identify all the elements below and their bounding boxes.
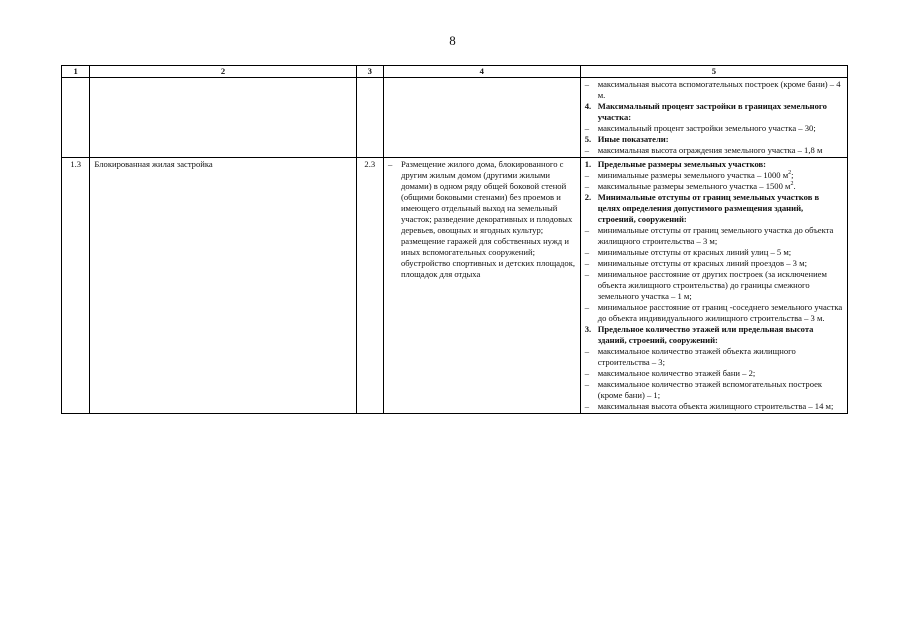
section-title: Предельное количество этажей или предельная высота зданий, строений, сооружений: xyxy=(597,324,814,345)
use-name: Блокированная жилая застройка xyxy=(90,158,356,414)
parameter-text xyxy=(598,269,843,302)
parameter-section-heading xyxy=(585,101,843,123)
parameter-text xyxy=(598,247,843,258)
parameter-item xyxy=(585,269,843,302)
parameter-text xyxy=(598,258,843,269)
use-description xyxy=(383,78,580,158)
dash-marker: – xyxy=(584,170,589,180)
dash-marker: – xyxy=(387,159,393,169)
parameter-section-heading xyxy=(585,192,843,225)
dash-marker: – xyxy=(584,79,589,89)
section-number: 1. xyxy=(584,159,592,169)
parameter-item xyxy=(585,181,843,192)
column-header: 2 xyxy=(90,66,356,78)
section-number: 2. xyxy=(584,192,592,202)
use-name xyxy=(90,78,356,158)
parameter-text xyxy=(598,346,843,368)
parameter-text xyxy=(598,379,843,401)
parameter-section-heading xyxy=(585,159,843,170)
column-header: 1 xyxy=(62,66,90,78)
dash-marker: – xyxy=(584,302,589,312)
section-title: Минимальные отступы от границ земельных участков в целях определения допустимого размещения зданий, строений, сооружений: xyxy=(597,192,820,224)
section-title: Максимальный процент застройки в границах земельного участка: xyxy=(597,101,827,122)
dash-marker: – xyxy=(584,123,589,133)
superscript: 2 xyxy=(790,181,794,188)
section-title: Предельные размеры земельных участков: xyxy=(597,159,767,169)
dash-marker: – xyxy=(584,247,589,257)
parameter-text-main: максимальная высота ограждения земельного участка – 1,8 м xyxy=(597,145,823,155)
use-description xyxy=(383,158,580,414)
dash-marker: – xyxy=(584,269,589,279)
parameter-text-tail: ; xyxy=(791,170,794,180)
parameter-item xyxy=(585,346,843,368)
column-header: 4 xyxy=(383,66,580,78)
use-code: 2.3 xyxy=(356,158,383,414)
parameter-item xyxy=(585,258,843,269)
parameter-text-main: минимальные отступы от границ земельного участка до объекта жилищного строительства – 3 м; xyxy=(597,225,834,246)
parameter-item xyxy=(585,379,843,401)
parameter-text-main: минимальное расстояние от границ -соседнего земельного участка до объекта индивидуального жилищного строительства – 3 м. xyxy=(597,302,843,323)
table-body xyxy=(62,78,848,414)
parameter-text-main: минимальные отступы от красных линий проездов – 3 м; xyxy=(597,258,807,268)
dash-marker: – xyxy=(584,145,589,155)
parameter-text xyxy=(598,181,843,192)
parameter-item xyxy=(585,145,843,156)
parameter-text-main: максимальное количество этажей объекта жилищного строительства – 3; xyxy=(597,346,796,367)
parameter-section-heading xyxy=(585,324,843,346)
parameter-text-main: максимальная высота объекта жилищного строительства – 14 м; xyxy=(597,401,834,411)
use-description-item xyxy=(388,159,576,280)
regulations-table xyxy=(61,65,848,414)
dash-marker: – xyxy=(584,379,589,389)
dash-marker: – xyxy=(584,346,589,356)
page-number: 8 xyxy=(449,33,456,48)
parameter-item xyxy=(585,302,843,324)
dash-marker: – xyxy=(584,225,589,235)
parameter-text xyxy=(598,401,843,412)
parameter-text-main: максимальное количество этажей бани – 2; xyxy=(597,368,756,378)
section-number: 5. xyxy=(584,134,592,144)
dash-marker: – xyxy=(584,401,589,411)
section-number: 4. xyxy=(584,101,592,111)
parameter-item xyxy=(585,79,843,101)
parameter-text xyxy=(598,368,843,379)
column-header: 5 xyxy=(580,66,847,78)
parameter-text-main: максимальная высота вспомогательных построек (кроме бани) – 4 м. xyxy=(597,79,841,100)
dash-marker: – xyxy=(584,258,589,268)
parameters-cell xyxy=(580,78,847,158)
row-number xyxy=(62,78,90,158)
parameter-item xyxy=(585,123,843,134)
header-row xyxy=(62,66,848,78)
parameter-text-main: минимальное расстояние от других построек (за исключением объекта жилищного строительства) до границы смежного земельного участка – 1 м; xyxy=(597,269,827,301)
parameter-text xyxy=(598,225,843,247)
parameter-item xyxy=(585,247,843,258)
column-header: 3 xyxy=(356,66,383,78)
parameter-text xyxy=(598,145,843,156)
parameter-text-main: максимальный процент застройки земельного участка – 30; xyxy=(597,123,816,133)
section-number: 3. xyxy=(584,324,592,334)
parameter-item xyxy=(585,170,843,181)
parameter-text-tail: . xyxy=(793,181,796,191)
section-title: Иные показатели: xyxy=(597,134,669,144)
dash-marker: – xyxy=(584,181,589,191)
parameter-text xyxy=(598,170,843,181)
parameter-item xyxy=(585,225,843,247)
parameter-text xyxy=(598,123,843,134)
parameter-text xyxy=(598,302,843,324)
table-row xyxy=(62,158,848,414)
parameter-text xyxy=(598,79,843,101)
superscript: 2 xyxy=(788,170,792,177)
dash-marker: – xyxy=(584,368,589,378)
parameter-item xyxy=(585,368,843,379)
parameter-text-main: максимальное количество этажей вспомогательных построек (кроме бани) – 1; xyxy=(597,379,823,400)
parameter-text-main: максимальные размеры земельного участка – 1500 м xyxy=(597,181,791,191)
parameter-text-main: минимальные отступы от красных линий улиц – 5 м; xyxy=(597,247,792,257)
parameters-cell xyxy=(580,158,847,414)
parameter-text-main: минимальные размеры земельного участка – 1000 м xyxy=(597,170,789,180)
use-code xyxy=(356,78,383,158)
parameter-section-heading xyxy=(585,134,843,145)
table-row xyxy=(62,78,848,158)
use-description-text: Размещение жилого дома, блокированного с другим жилым домом (другими жилыми домами) в одном ряду общей боковой стеной (общими боковыми стенами) без проемов и имеющего отдельный выход на земельный участок; разведение декоративных и плодовых деревьев, овощных и ягодных культур; размещение гаражей для собственных нужд и иных вспомогательных сооружений; обустройство спортивных и детских площадок, площадок для отдыха xyxy=(400,159,576,279)
row-number: 1.3 xyxy=(62,158,90,414)
parameter-item xyxy=(585,401,843,412)
